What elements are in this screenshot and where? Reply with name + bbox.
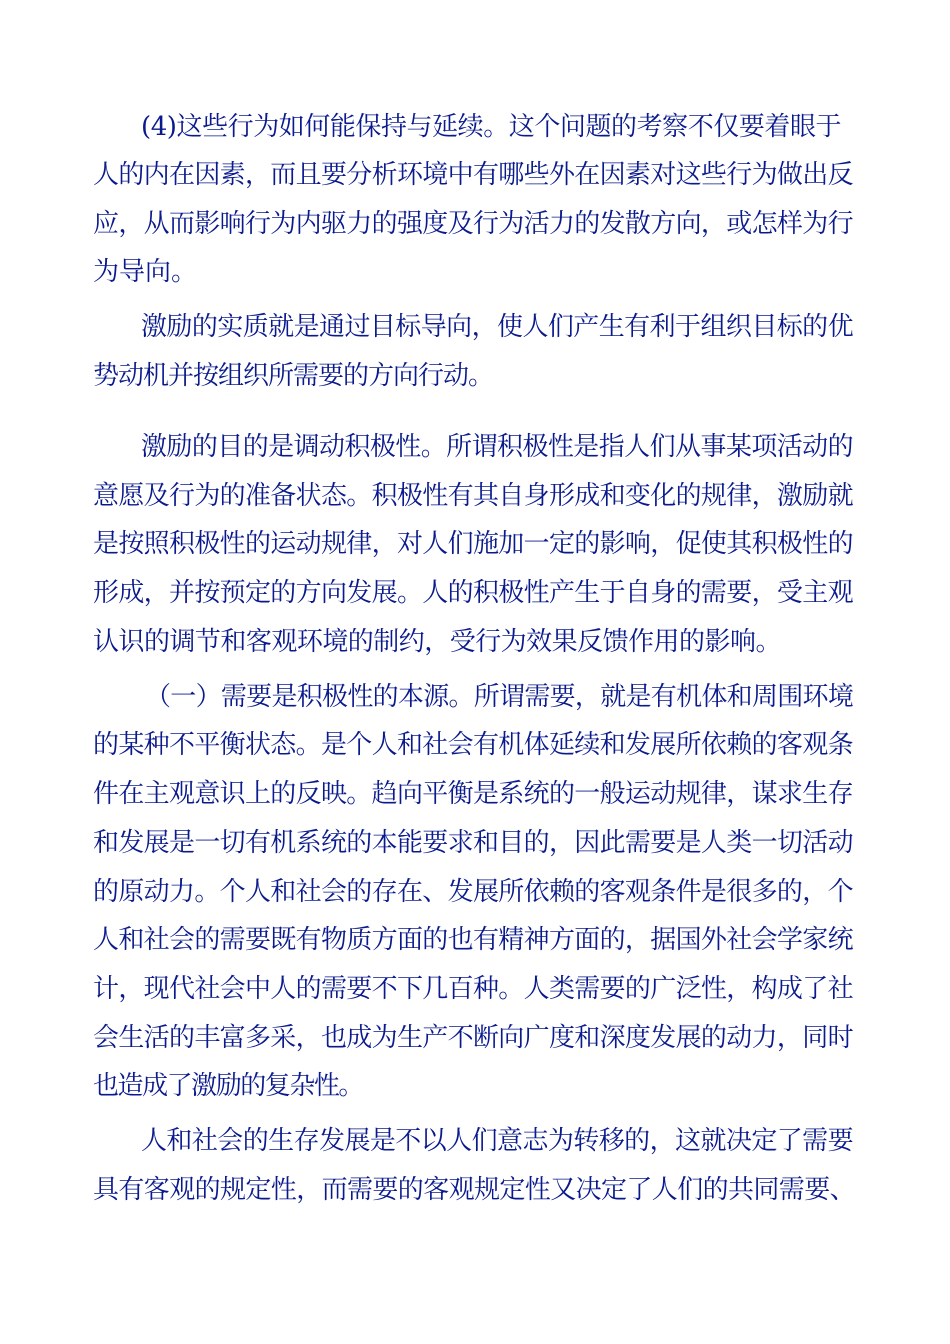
text-line: 人和社会的生存发展是不以人们意志为转移的，这就决定了需要 [141, 1126, 854, 1156]
text-line: 认识的调节和客观环境的制约，受行为效果反馈作用的影响。 [93, 627, 781, 657]
text-line: 件在主观意识上的反映。趋向平衡是系统的一般运动规律，谋求生存 [93, 779, 853, 809]
text-line: 具有客观的规定性，而需要的客观规定性又决定了人们的共同需要、 [93, 1175, 856, 1205]
text-line: 的原动力。个人和社会的存在、发展所依赖的客观条件是很多的，个 [93, 877, 853, 907]
text-line: 和发展是一切有机系统的本能要求和目的，因此需要是人类一切活动 [93, 828, 853, 858]
text-line: 计，现代社会中人的需要不下几百种。人类需要的广泛性，构成了社 [93, 974, 853, 1004]
text-line: 人和社会的需要既有物质方面的也有精神方面的，据国外社会学家统 [93, 925, 853, 955]
text-line: (4)这些行为如何能保持与延续。这个问题的考察不仅要着眼于 [141, 112, 842, 142]
text-line: 也造成了激励的复杂性。 [93, 1071, 363, 1101]
text-line: 的某种不平衡状态。是个人和社会有机体延续和发展所依赖的客观条 [93, 730, 853, 760]
text-line: 会生活的丰富多采，也成为生产不断向广度和深度发展的动力，同时 [93, 1023, 853, 1053]
text-line: 是按照积极性的运动规律，对人们施加一定的影响，促使其积极性的 [93, 529, 853, 559]
text-line: 意愿及行为的准备状态。积极性有其自身形成和变化的规律，激励就 [93, 481, 853, 511]
text-line: 为导向。 [93, 257, 198, 287]
text-line: 势动机并按组织所需要的方向行动。 [93, 361, 494, 391]
text-line: 激励的目的是调动积极性。所谓积极性是指人们从事某项活动的 [141, 432, 854, 462]
text-line: 激励的实质就是通过目标导向，使人们产生有利于组织目标的优 [141, 312, 854, 342]
text-line: 应，从而影响行为内驱力的强度及行为活力的发散方向，或怎样为行 [93, 209, 853, 239]
text-line: 形成，并按预定的方向发展。人的积极性产生于自身的需要，受主观 [93, 578, 853, 608]
text-line: （一）需要是积极性的本源。所谓需要，就是有机体和周围环境 [145, 682, 854, 712]
text-line: 人的内在因素，而且要分析环境中有哪些外在因素对这些行为做出反 [93, 160, 853, 190]
